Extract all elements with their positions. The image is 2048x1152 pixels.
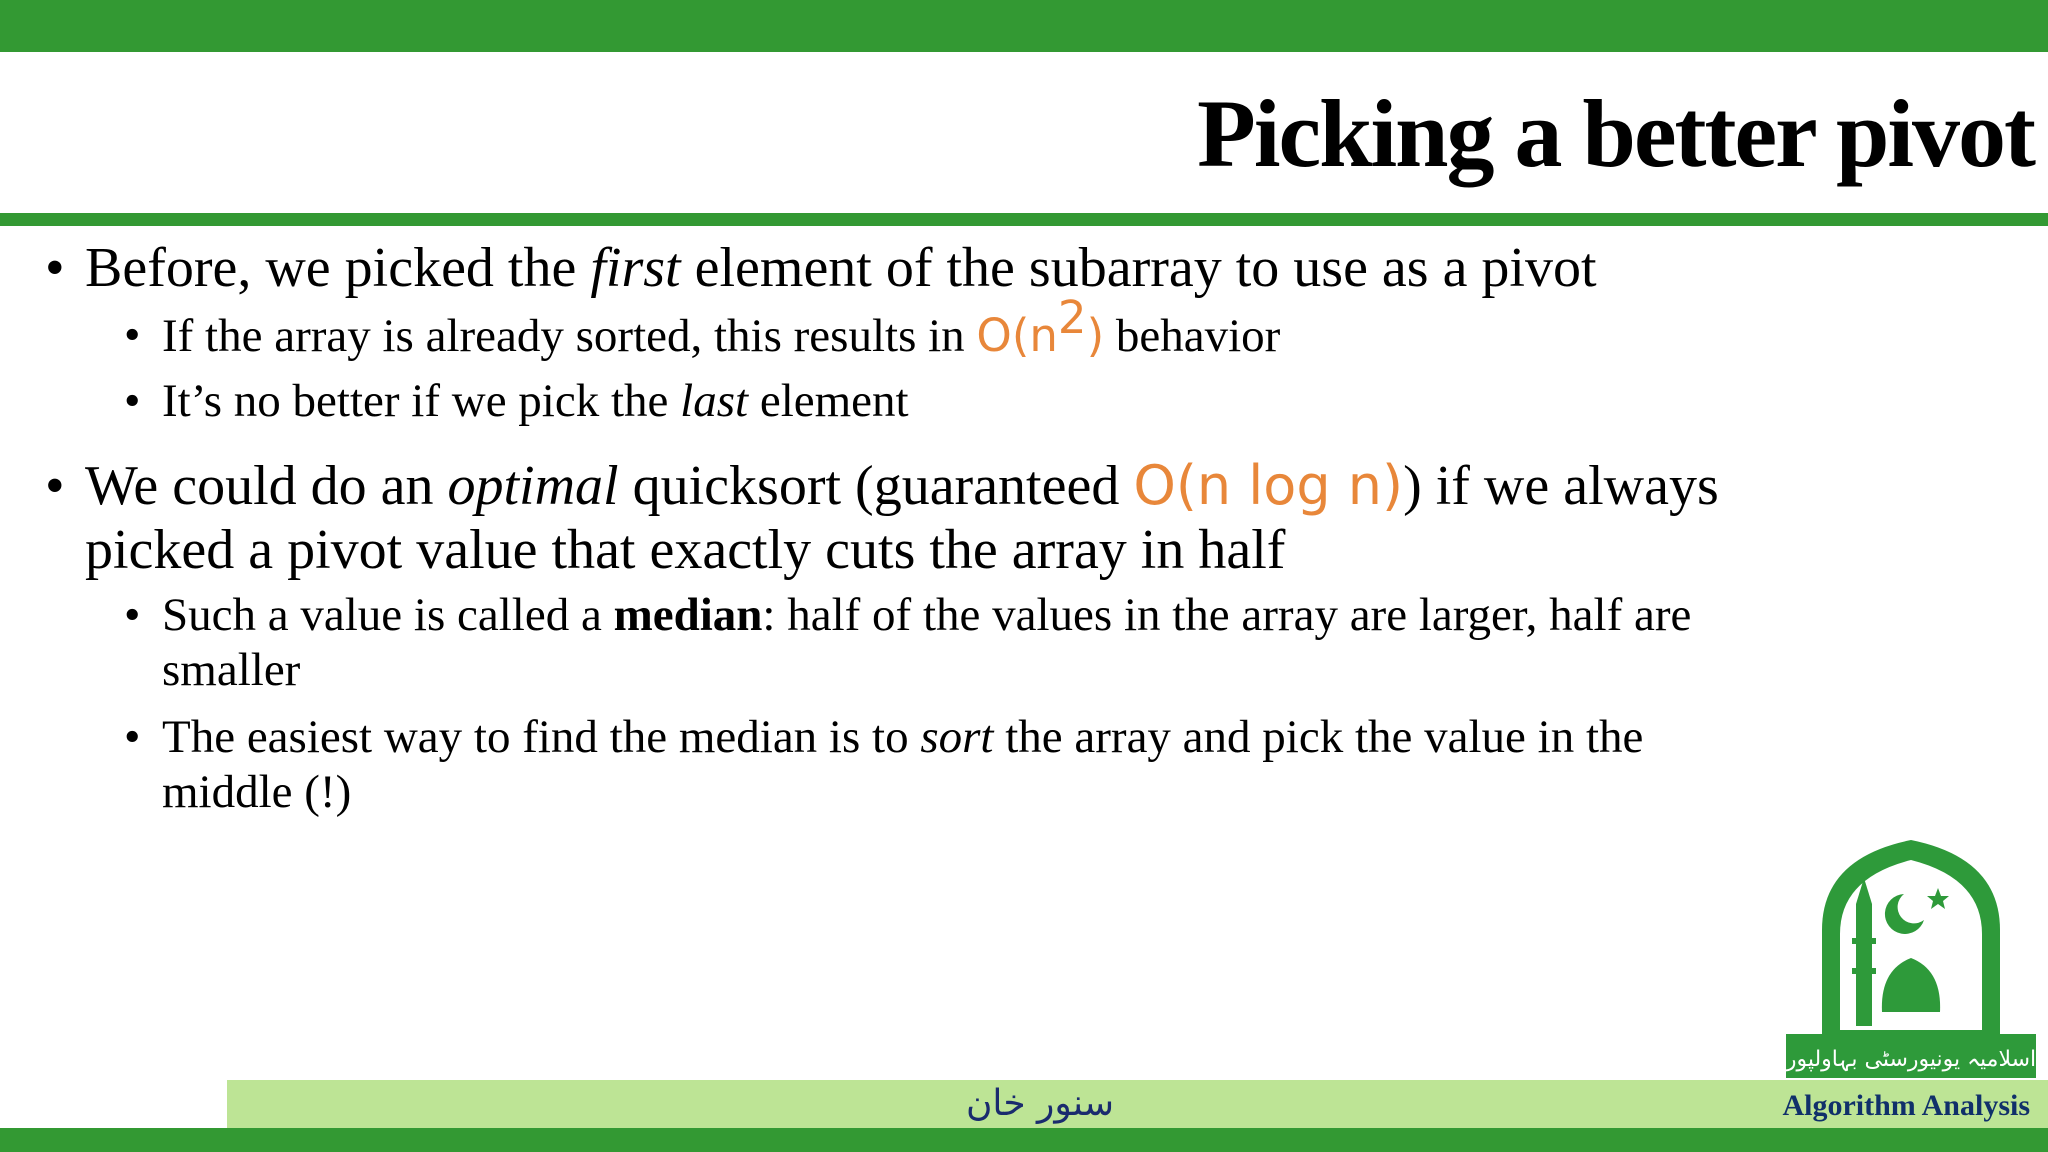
top-accent-bar xyxy=(0,0,2048,52)
bullet-text: element of the subarray to use as a pivot xyxy=(680,237,1597,299)
svg-text:اسلامیہ یونیورسٹی بہاولپور: اسلامیہ یونیورسٹی بہاولپور xyxy=(1785,1047,2037,1072)
subbullet-sort-middle xyxy=(124,710,1942,820)
bullet-text: middle (!) xyxy=(162,766,352,818)
bullet-text: quicksort (guaranteed xyxy=(618,455,1134,517)
bullet-text: We could do an xyxy=(85,455,448,517)
bullet-first-element xyxy=(45,236,1945,300)
footer-course-title: Algorithm Analysis xyxy=(1782,1089,2030,1122)
subbullet-last xyxy=(124,374,1942,429)
big-o-close: ) xyxy=(1086,309,1105,362)
bullet-dot: • xyxy=(45,237,65,299)
exponent: 2 xyxy=(1057,291,1087,344)
emphasis-last: last xyxy=(680,375,749,427)
bullet-text: The easiest way to find the median is to xyxy=(162,711,921,763)
bullet-text: picked a pivot value that exactly cuts the array in half xyxy=(85,519,1286,581)
university-emblem-icon xyxy=(1782,834,2040,1080)
subbullet-median xyxy=(124,588,1942,698)
emphasis-first: first xyxy=(590,237,681,299)
bullet-text: It’s no better if we pick the xyxy=(162,375,681,427)
subbullet-sorted xyxy=(124,291,1942,364)
bullet-optimal-quicksort xyxy=(45,454,1945,582)
bullet-dot: • xyxy=(45,455,65,517)
footer-author: سنور خان xyxy=(965,1083,1115,1124)
emphasis-sort: sort xyxy=(920,711,994,763)
bullet-text: behavior xyxy=(1104,310,1281,362)
bullet-text: element xyxy=(748,375,909,427)
bullet-dot: • xyxy=(124,309,141,361)
footer-accent-bar xyxy=(0,1128,2048,1152)
big-o-n-log-n: O(n log n) xyxy=(1133,454,1404,517)
bullet-dot: • xyxy=(124,589,141,641)
emphasis-optimal: optimal xyxy=(447,455,619,517)
bullet-text: Such a value is called a xyxy=(162,589,614,641)
title-divider xyxy=(0,213,2048,226)
bullet-text: smaller xyxy=(162,644,301,696)
bullet-text: the array and pick the value in the xyxy=(993,711,1644,763)
bullet-text: : half of the values in the array are larger, half are xyxy=(762,589,1692,641)
bullet-dot: • xyxy=(124,375,141,427)
bullet-dot: • xyxy=(124,711,141,763)
bullet-text: ) if we always xyxy=(1403,455,1719,517)
slide-title: Picking a better pivot xyxy=(1197,80,2034,187)
bullet-text: If the array is already sorted, this results in xyxy=(162,310,977,362)
bullet-text: Before, we picked the xyxy=(85,237,591,299)
term-median: median xyxy=(613,589,763,641)
big-o-n-squared: O(n xyxy=(976,309,1058,362)
